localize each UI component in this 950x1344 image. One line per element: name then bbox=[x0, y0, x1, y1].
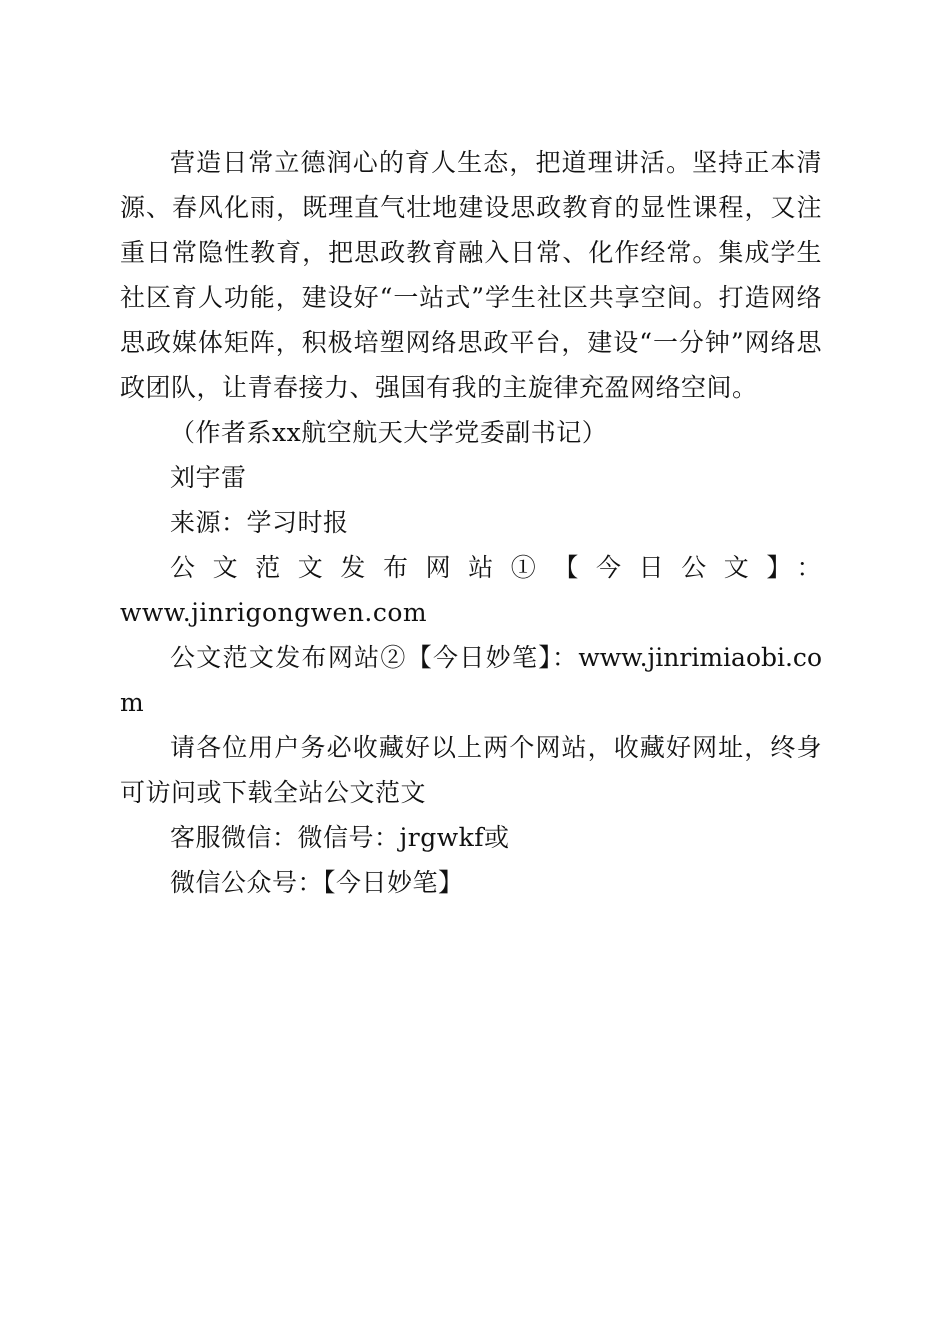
official-account-line: 微信公众号：【今日妙笔】 bbox=[170, 868, 464, 897]
customer-service-wechat: 客服微信：微信号：jrgwkf或 bbox=[170, 823, 510, 852]
author-name: 刘宇雷 bbox=[170, 463, 247, 492]
site-two-line: 公文范文发布网站②【今日妙笔】：www.jinrimiaobi.com bbox=[120, 643, 822, 717]
bookmark-notice: 请各位用户务必收藏好以上两个网站，收藏好网址，终身可访问或下载全站公文范文 bbox=[120, 733, 822, 807]
body-paragraph-education: 营造日常立德润心的育人生态，把道理讲活。坚持正本清源、春风化雨，既理直气壮地建设思政教育的显性课程，又注重日常隐性教育，把思政教育融入日常、化作经常。集成学生社区育人功能，建设好“一站式”学生社区共享空间。打造网络思政媒体矩阵，积极培塑网络思政平台，建设“一分钟”网络思政团队，让青春接力、强国有我的主旋律充盈网络空间。 bbox=[120, 148, 822, 402]
document-body bbox=[120, 140, 822, 905]
site-one-label: 公文范文发布网站①【今日公文】： bbox=[170, 553, 822, 582]
site-one-url: www.jinrigongwen.com bbox=[120, 598, 428, 627]
author-note: （作者系xx航空航天大学党委副书记） bbox=[170, 418, 608, 447]
site-one-block bbox=[120, 545, 822, 635]
source-line: 来源：学习时报 bbox=[170, 508, 349, 537]
